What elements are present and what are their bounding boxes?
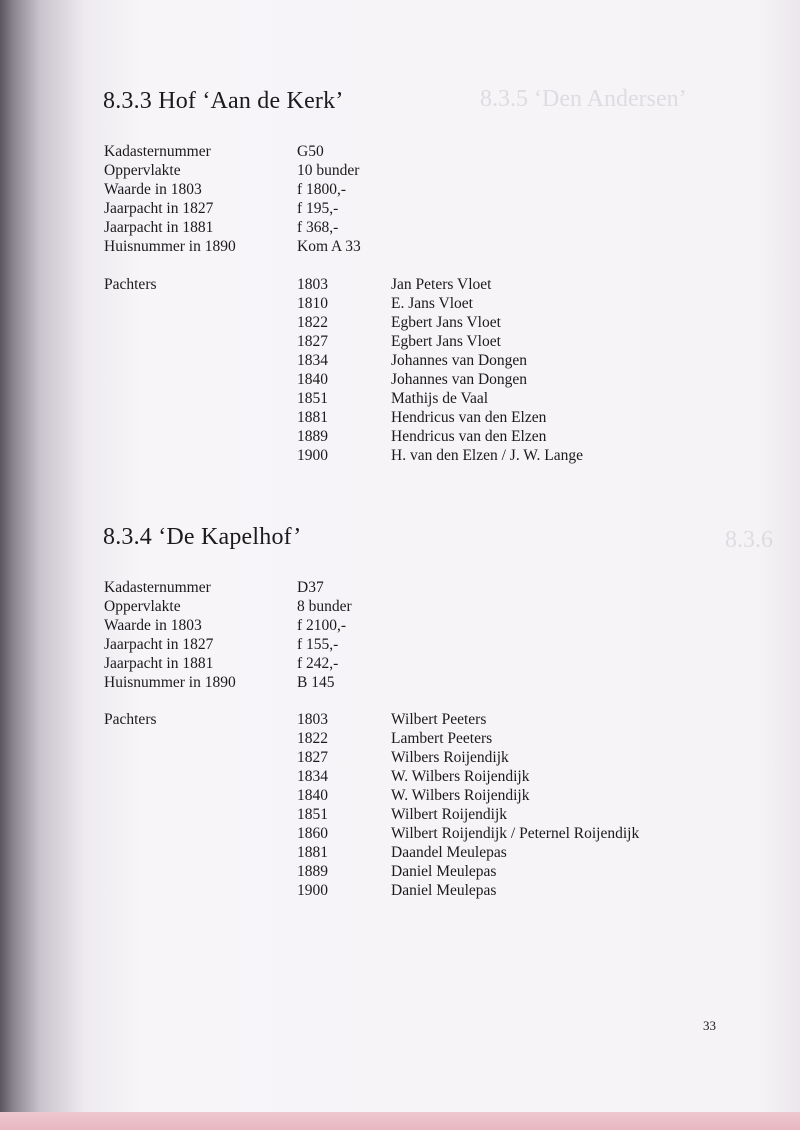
tenant-name: Wilbert Roijendijk / Peternel Roijendijk [391,825,640,842]
tenant-year: 1900 [297,447,328,464]
field-label: Kadasternummer [104,579,211,596]
tenant-year: 1840 [297,371,328,388]
tenant-year: 1851 [297,806,328,823]
field-value: f 1800,- [297,181,347,198]
tenants-label: Pachters [104,276,157,293]
tenant-name: Daandel Meulepas [391,844,507,861]
field-value: f 242,- [297,655,339,672]
field-value: D37 [297,579,324,596]
field-value: f 368,- [297,219,339,236]
tenant-year: 1851 [297,390,328,407]
field-value: 10 bunder [297,162,360,179]
tenant-name: Daniel Meulepas [391,863,497,880]
tenant-name: Jan Peters Vloet [391,276,492,293]
tenant-year: 1803 [297,276,328,293]
field-label: Huisnummer in 1890 [104,674,236,691]
tenant-year: 1822 [297,730,328,747]
tenant-name: Wilbert Roijendijk [391,806,508,823]
tenant-year: 1840 [297,787,328,804]
tenant-name: Daniel Meulepas [391,882,497,899]
tenant-year: 1881 [297,409,328,426]
field-label: Waarde in 1803 [104,181,202,198]
bleed-through-heading: 8.3.5 ‘Den Andersen’ [480,86,687,112]
page-edge-band [0,1112,800,1130]
tenant-year: 1827 [297,749,328,766]
tenant-name: W. Wilbers Roijendijk [391,787,530,804]
tenant-year: 1900 [297,882,328,899]
tenant-name: Hendricus van den Elzen [391,428,547,445]
tenant-year: 1860 [297,825,328,842]
field-label: Jaarpacht in 1881 [104,219,214,236]
tenant-year: 1810 [297,295,328,312]
field-label: Kadasternummer [104,143,211,160]
tenant-year: 1827 [297,333,328,350]
field-label: Waarde in 1803 [104,617,202,634]
field-label: Oppervlakte [104,598,181,615]
field-label: Jaarpacht in 1881 [104,655,214,672]
tenant-name: Hendricus van den Elzen [391,409,547,426]
field-value: f 155,- [297,636,339,653]
tenant-name: E. Jans Vloet [391,295,473,312]
field-value: f 195,- [297,200,339,217]
tenant-year: 1881 [297,844,328,861]
section-title: 8.3.4 ‘De Kapelhof’ [103,524,302,550]
tenant-name: Egbert Jans Vloet [391,314,501,331]
tenant-year: 1822 [297,314,328,331]
tenant-year: 1834 [297,352,328,369]
tenant-name: Johannes van Dongen [391,371,528,388]
field-label: Jaarpacht in 1827 [104,636,214,653]
tenants-label: Pachters [104,711,157,728]
field-value: Kom A 33 [297,238,361,255]
tenant-year: 1834 [297,768,328,785]
tenant-name: Mathijs de Vaal [391,390,489,407]
section-title: 8.3.3 Hof ‘Aan de Kerk’ [103,88,344,114]
field-value: f 2100,- [297,617,347,634]
bleed-through-heading: 8.3.6 [725,527,773,553]
field-value: B 145 [297,674,335,691]
tenant-name: Lambert Peeters [391,730,493,747]
tenant-name: Wilbert Peeters [391,711,487,728]
field-value: G50 [297,143,324,160]
tenant-name: Wilbers Roijendijk [391,749,509,766]
tenant-name: Egbert Jans Vloet [391,333,501,350]
tenant-year: 1889 [297,428,328,445]
tenant-name: Johannes van Dongen [391,352,528,369]
tenant-year: 1889 [297,863,328,880]
field-value: 8 bunder [297,598,352,615]
tenant-year: 1803 [297,711,328,728]
tenant-name: H. van den Elzen / J. W. Lange [391,447,583,464]
tenant-name: W. Wilbers Roijendijk [391,768,530,785]
field-label: Jaarpacht in 1827 [104,200,214,217]
page-number: 33 [703,1018,716,1033]
field-label: Huisnummer in 1890 [104,238,236,255]
field-label: Oppervlakte [104,162,181,179]
